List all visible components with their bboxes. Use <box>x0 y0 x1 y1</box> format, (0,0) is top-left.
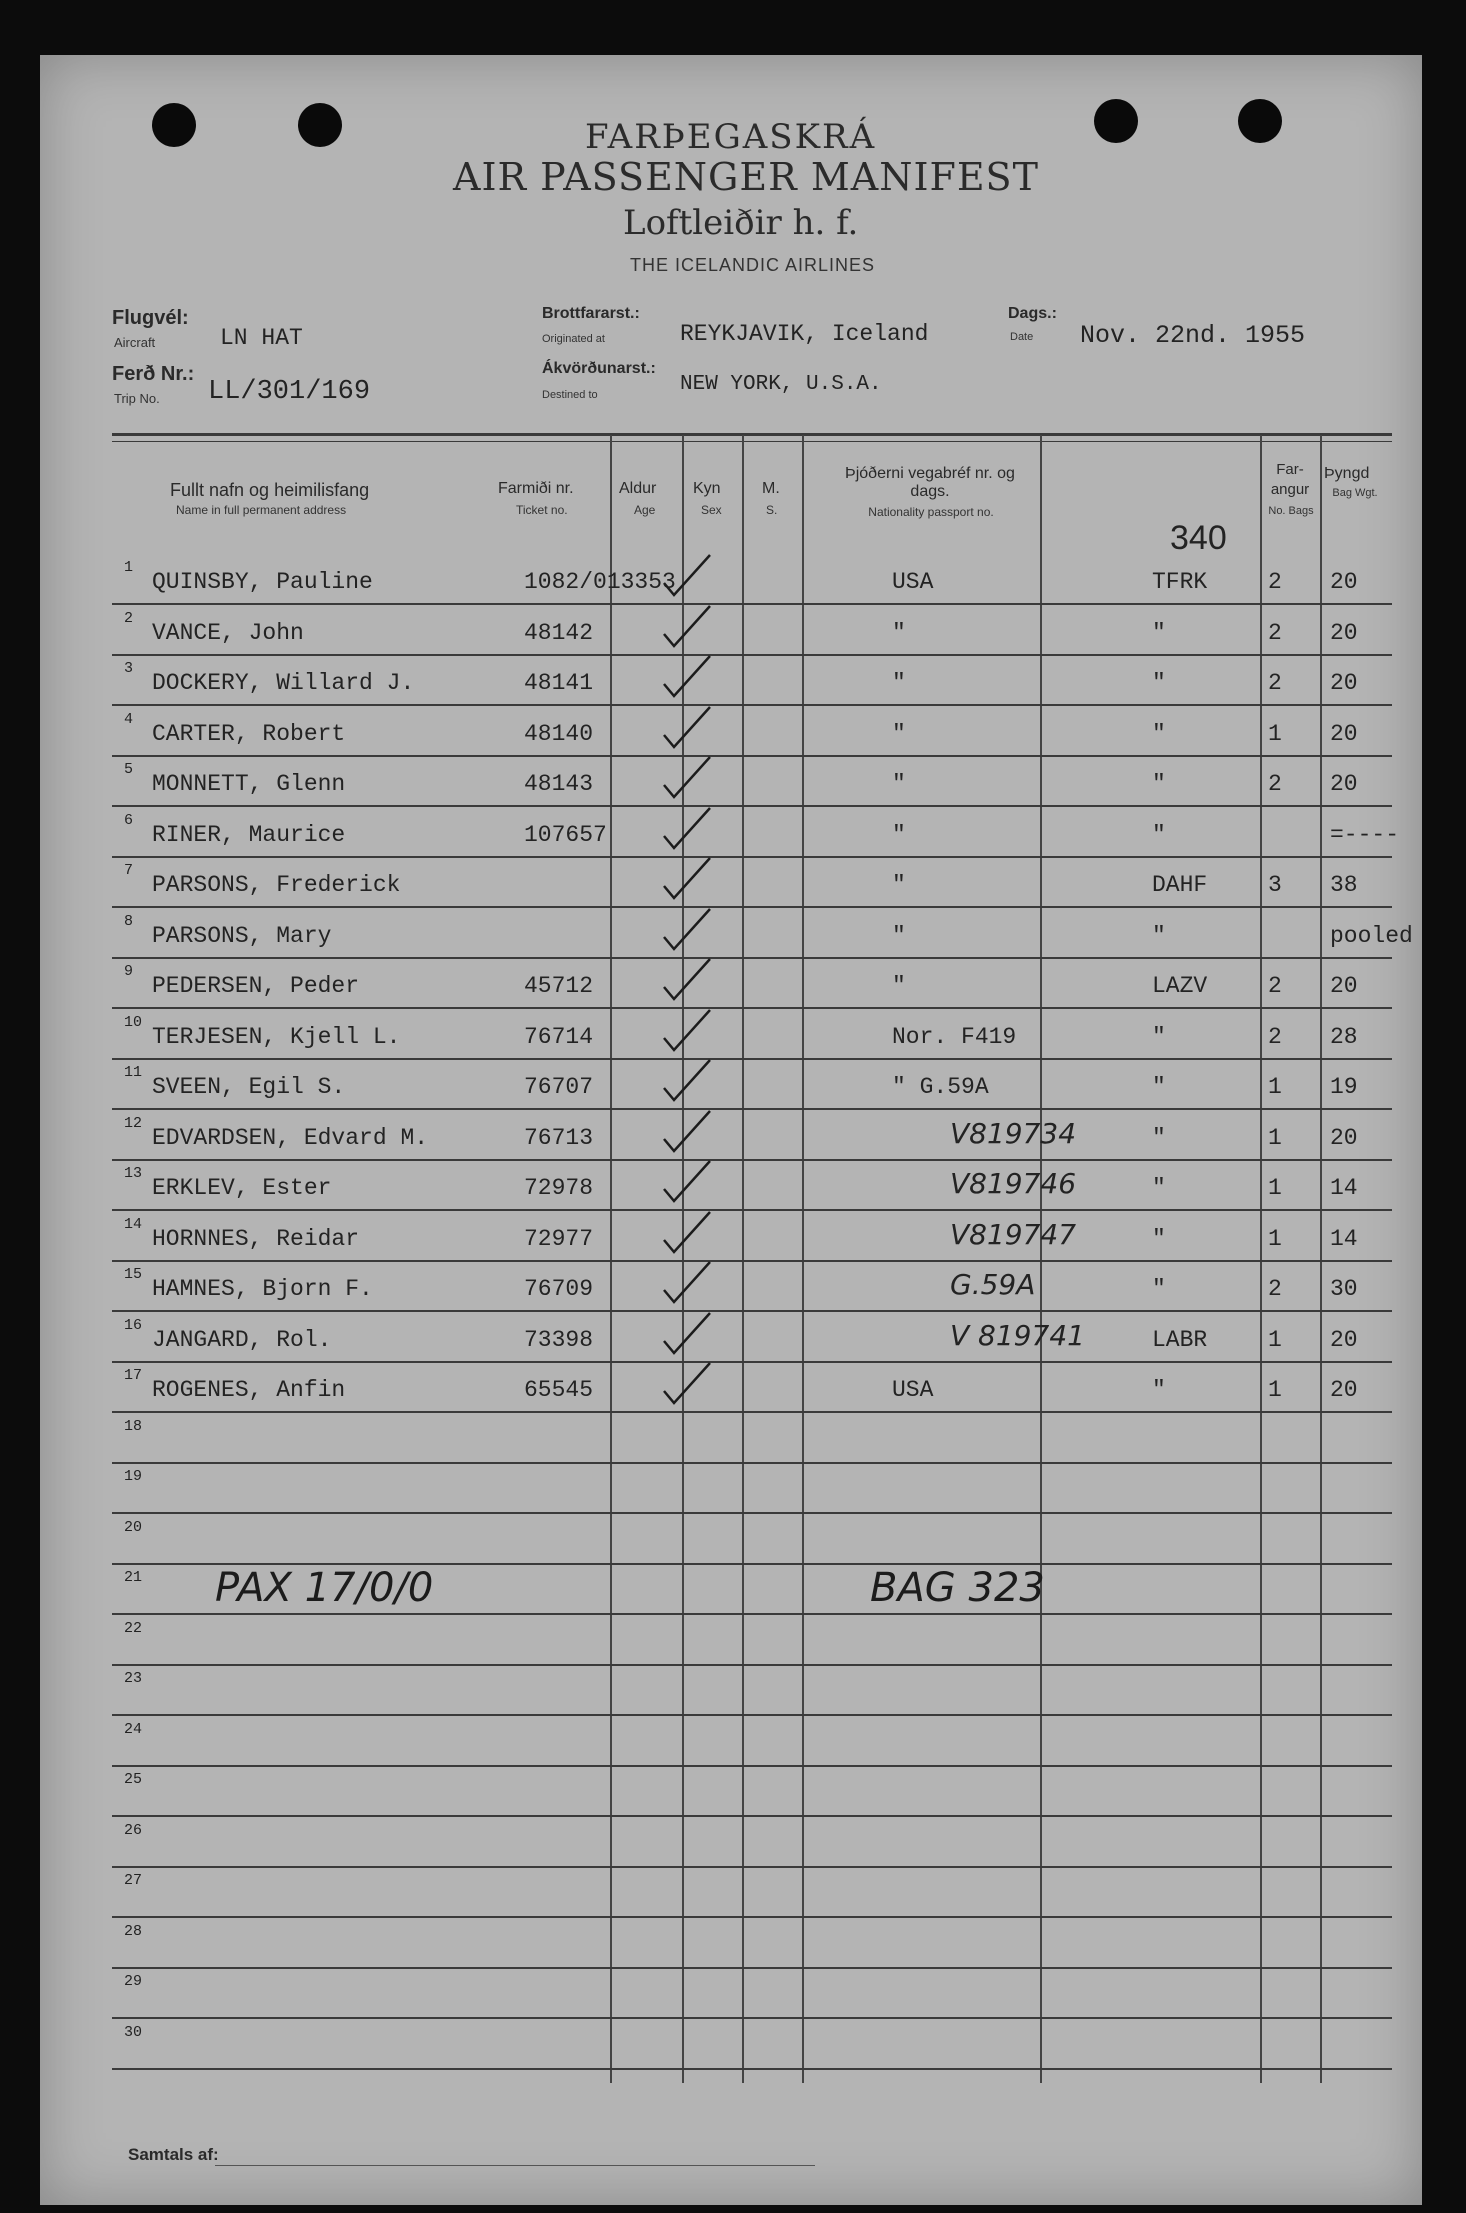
col-header-nationality-en: Nationality passport no. <box>868 505 994 519</box>
bag-weight: 20 <box>1330 1377 1358 1403</box>
bag-weight: 20 <box>1330 973 1358 999</box>
checkmark-icon <box>658 856 718 902</box>
ticket-number: 76709 <box>524 1276 594 1302</box>
bag-weight: 20 <box>1330 771 1358 797</box>
col-header-sex-en: Sex <box>701 503 722 517</box>
nationality-passport: " <box>892 872 906 898</box>
aircraft-label-en: Aircraft <box>114 335 156 350</box>
passenger-name: PARSONS, Mary <box>152 922 332 949</box>
row-number: 30 <box>124 2023 143 2041</box>
row-number: 29 <box>124 1973 143 1990</box>
col-header-weight-en: Bag Wgt. <box>1332 487 1378 499</box>
destination-code: " <box>1152 771 1166 797</box>
origin-label-en: Originated at <box>542 333 605 345</box>
bag-count: 2 <box>1268 619 1282 646</box>
checkmark-icon <box>658 654 718 700</box>
bag-count: 2 <box>1268 771 1282 797</box>
col-header-age: Aldur <box>619 480 657 497</box>
destination-code: " <box>1152 1124 1166 1151</box>
destination-code: " <box>1152 1175 1166 1201</box>
table-row <box>112 1923 1392 1967</box>
bag-weight: 14 <box>1330 1225 1358 1252</box>
table-row <box>112 1468 1392 1512</box>
destination-code: " <box>1152 1225 1166 1252</box>
passenger-name: QUINSBY, Pauline <box>152 569 373 595</box>
passenger-name: SVEEN, Egil S. <box>152 1074 346 1100</box>
bag-weight: 20 <box>1330 569 1358 595</box>
table-row <box>112 711 1392 755</box>
checkmark-icon <box>658 806 718 852</box>
row-number: 21 <box>124 1569 143 1586</box>
row-number: 13 <box>124 1165 143 1182</box>
nationality-passport: " <box>892 922 906 949</box>
row-rule <box>112 1815 1392 1817</box>
row-rule <box>112 1664 1392 1666</box>
row-rule <box>112 1260 1392 1262</box>
checkmark-icon <box>658 1210 718 1256</box>
handwritten-pax-total: PAX 17/0/0 <box>215 1565 434 1611</box>
row-number: 10 <box>124 1013 143 1031</box>
table-row <box>112 1266 1392 1310</box>
row-rule <box>112 1209 1392 1211</box>
punch-hole <box>152 103 196 147</box>
row-rule <box>112 1967 1392 1969</box>
nationality-passport: " <box>892 821 906 848</box>
bag-count: 2 <box>1268 670 1282 696</box>
header-rule <box>112 441 1392 442</box>
bag-weight: 20 <box>1330 1326 1358 1353</box>
bag-weight: 20 <box>1330 670 1358 696</box>
nationality-passport: V819746 <box>950 1167 1077 1200</box>
bag-weight: =---- <box>1330 821 1400 848</box>
table-row <box>112 1014 1392 1058</box>
bag-count: 1 <box>1268 1326 1282 1353</box>
ticket-number: 65545 <box>524 1377 594 1403</box>
destination-label-en: Destined to <box>542 389 598 401</box>
row-number: 6 <box>124 811 134 829</box>
passenger-name: HORNNES, Reidar <box>152 1225 360 1252</box>
passenger-name: DOCKERY, Willard J. <box>152 670 415 696</box>
passenger-name: ERKLEV, Ester <box>152 1175 332 1201</box>
destination-code: DAHF <box>1152 872 1208 898</box>
col-header-weight: Þyngd <box>1324 465 1370 482</box>
ticket-number: 72978 <box>524 1175 594 1201</box>
col-header-age-en: Age <box>634 503 656 517</box>
nationality-passport: G.59A <box>950 1268 1036 1301</box>
row-rule <box>112 1866 1392 1868</box>
ticket-number: 76707 <box>524 1074 594 1100</box>
row-number: 5 <box>124 761 134 778</box>
checkmark-icon <box>658 1109 718 1155</box>
destination-code: " <box>1152 1377 1166 1403</box>
table-row <box>112 559 1392 603</box>
checkmark-icon <box>658 604 718 650</box>
row-rule <box>112 1007 1392 1009</box>
table-row <box>112 1064 1392 1108</box>
aircraft-label: Flugvél: <box>112 307 189 329</box>
ticket-number: 48140 <box>524 720 594 747</box>
trip-label: Ferð Nr.: <box>112 363 195 385</box>
trip-label-en: Trip No. <box>114 391 160 406</box>
row-rule <box>112 856 1392 858</box>
nationality-passport: " <box>892 619 906 646</box>
table-row <box>112 610 1392 654</box>
destination-code: " <box>1152 1276 1166 1302</box>
bag-count: 1 <box>1268 1175 1282 1201</box>
punch-hole <box>298 103 342 147</box>
bag-count: 3 <box>1268 872 1282 898</box>
passenger-name: JANGARD, Rol. <box>152 1326 332 1353</box>
row-rule <box>112 1765 1392 1767</box>
table-row <box>112 963 1392 1007</box>
table-row <box>112 1670 1392 1714</box>
header-rule <box>112 433 1392 436</box>
ticket-number: 48141 <box>524 670 594 696</box>
row-number: 19 <box>124 1468 143 1485</box>
table-row <box>112 1418 1392 1462</box>
col-header-bags: Far-angur <box>1270 461 1310 498</box>
row-rule <box>112 906 1392 908</box>
table-row <box>112 1367 1392 1411</box>
checkmark-icon <box>658 1361 718 1407</box>
date-label-en: Date <box>1010 331 1034 343</box>
title-icelandic: FARÞEGASKRÁ <box>585 117 877 157</box>
destination-code: " <box>1152 821 1166 848</box>
nationality-passport: " <box>892 973 906 999</box>
checkmark-icon <box>658 553 718 599</box>
checkmark-icon <box>658 957 718 1003</box>
row-number: 9 <box>124 963 134 980</box>
checkmark-icon <box>658 1311 718 1357</box>
row-number: 27 <box>124 1872 143 1889</box>
title-english: AIR PASSENGER MANIFEST <box>453 155 1039 199</box>
checkmark-icon <box>658 705 718 751</box>
table-row <box>112 811 1400 856</box>
col-header-bags-en: No. Bags <box>1268 505 1314 517</box>
bag-weight: 20 <box>1330 619 1358 646</box>
checkmark-icon <box>658 1008 718 1054</box>
col-header-ms-en: S. <box>766 503 778 517</box>
nationality-passport: " G.59A <box>892 1074 989 1100</box>
row-rule <box>112 1411 1392 1413</box>
row-rule <box>112 704 1392 706</box>
table-row <box>112 1165 1392 1209</box>
col-header-nationality: Þjóðerni vegabréf nr. og dags. <box>845 465 1015 500</box>
nationality-passport: USA <box>892 1377 934 1403</box>
row-rule <box>112 1159 1392 1161</box>
destination-value: NEW YORK, U.S.A. <box>680 373 882 396</box>
row-number: 11 <box>124 1064 143 1081</box>
row-number: 1 <box>124 559 134 576</box>
bag-weight: 28 <box>1330 1023 1358 1050</box>
nationality-passport: V819734 <box>950 1116 1077 1150</box>
row-rule <box>112 755 1392 757</box>
handwritten-bag-total: BAG 323 <box>870 1565 1045 1611</box>
row-number: 23 <box>124 1670 143 1687</box>
checkmark-icon <box>658 1058 718 1104</box>
nationality-passport: USA <box>892 569 934 595</box>
origin-value: REYKJAVIK, Iceland <box>680 321 929 347</box>
row-number: 17 <box>124 1367 143 1384</box>
row-number: 20 <box>124 1518 143 1536</box>
passenger-name: HAMNES, Bjorn F. <box>152 1276 373 1302</box>
punch-hole <box>1238 99 1282 143</box>
ticket-number: 48143 <box>524 771 594 797</box>
destination-code: LABR <box>1152 1326 1208 1353</box>
row-number: 4 <box>124 710 134 728</box>
manifest-sheet <box>40 55 1422 2205</box>
col-header-ms: M. <box>762 480 780 497</box>
row-rule <box>112 2017 1392 2019</box>
table-row <box>112 912 1413 957</box>
table-row <box>112 1973 1392 2017</box>
ticket-number: 107657 <box>524 821 607 848</box>
destination-code: " <box>1152 670 1166 696</box>
bag-count: 1 <box>1268 1225 1282 1252</box>
ticket-number: 72977 <box>524 1225 594 1252</box>
nationality-passport: V819747 <box>950 1217 1077 1251</box>
bag-count: 2 <box>1268 973 1282 999</box>
row-rule <box>112 957 1392 959</box>
destination-code: " <box>1152 1023 1166 1050</box>
checkmark-icon <box>658 755 718 801</box>
destination-code: " <box>1152 922 1166 949</box>
nationality-passport: " <box>892 670 906 696</box>
bag-count: 2 <box>1268 1023 1282 1050</box>
row-number: 16 <box>124 1316 143 1334</box>
row-rule <box>112 1361 1392 1363</box>
destination-code: LAZV <box>1152 973 1208 999</box>
row-number: 22 <box>124 1619 143 1637</box>
passenger-name: ROGENES, Anfin <box>152 1377 346 1403</box>
row-rule <box>112 1108 1392 1110</box>
stamp-number: 340 <box>1170 519 1227 557</box>
bag-weight: 38 <box>1330 872 1358 898</box>
row-number: 28 <box>124 1922 143 1940</box>
row-rule <box>112 603 1392 605</box>
bag-weight: 20 <box>1330 1124 1358 1151</box>
ticket-number: 48142 <box>524 619 594 646</box>
bag-count: 2 <box>1268 1276 1282 1302</box>
nationality-passport: " <box>892 771 906 797</box>
table-row <box>112 1115 1392 1159</box>
col-header-ticket: Farmiði nr. <box>498 480 574 497</box>
passenger-name: EDVARDSEN, Edvard M. <box>152 1124 429 1151</box>
destination-code: " <box>1152 619 1166 646</box>
passenger-name: TERJESEN, Kjell L. <box>152 1023 401 1050</box>
trip-value: LL/301/169 <box>208 377 371 407</box>
bag-count: 1 <box>1268 720 1282 747</box>
bag-count: 1 <box>1268 1377 1282 1403</box>
col-header-sex: Kyn <box>693 480 721 497</box>
table-row <box>112 1317 1392 1361</box>
nationality-passport: V 819741 <box>950 1318 1085 1352</box>
ticket-number: 73398 <box>524 1326 594 1353</box>
checkmark-icon <box>658 907 718 953</box>
row-number: 14 <box>124 1215 143 1233</box>
row-number: 15 <box>124 1266 143 1283</box>
row-number: 8 <box>124 912 134 930</box>
total-label: Samtals af: <box>128 2145 219 2164</box>
nationality-passport: Nor. F419 <box>892 1023 1017 1050</box>
destination-code: " <box>1152 1074 1166 1100</box>
checkmark-icon <box>658 1159 718 1205</box>
checkmark-icon <box>658 1260 718 1306</box>
row-rule <box>112 1714 1392 1716</box>
passenger-name: RINER, Maurice <box>152 821 346 848</box>
nationality-passport: " <box>892 720 906 747</box>
passenger-name: PEDERSEN, Peder <box>152 973 360 999</box>
table-row <box>112 2024 1392 2068</box>
date-value: Nov. 22nd. 1955 <box>1080 321 1306 350</box>
bag-count: 2 <box>1268 569 1282 595</box>
ticket-number: 1082/013353 <box>524 569 676 595</box>
bag-weight: 30 <box>1330 1276 1358 1302</box>
table-row <box>112 1872 1392 1916</box>
ticket-number: 76714 <box>524 1023 594 1050</box>
bag-weight: 14 <box>1330 1175 1358 1201</box>
table-row <box>112 1822 1392 1866</box>
col-header-name-en: Name in full permanent address <box>176 503 347 517</box>
passenger-name: PARSONS, Frederick <box>152 872 401 898</box>
row-number: 7 <box>124 862 134 879</box>
punch-hole <box>1094 99 1138 143</box>
company-name: Loftleiðir h. f. <box>623 203 859 243</box>
origin-label: Brottfararst.: <box>542 305 640 322</box>
aircraft-value: LN HAT <box>220 325 303 351</box>
passenger-name: VANCE, John <box>152 619 304 646</box>
row-rule <box>112 1058 1392 1060</box>
table-row <box>112 1620 1392 1664</box>
row-rule <box>112 1462 1392 1464</box>
row-number: 25 <box>124 1771 143 1788</box>
row-number: 18 <box>124 1417 143 1435</box>
destination-label: Ákvörðunarst.: <box>542 360 656 377</box>
row-rule <box>112 654 1392 656</box>
col-header-name: Fullt nafn og heimilisfang <box>170 480 370 500</box>
row-number: 12 <box>124 1114 143 1132</box>
bag-weight: pooled <box>1330 922 1413 949</box>
row-rule <box>112 1310 1392 1312</box>
ticket-number: 45712 <box>524 973 594 999</box>
row-rule <box>112 2068 1392 2070</box>
destination-code: TFRK <box>1152 569 1208 595</box>
row-rule <box>112 1916 1392 1918</box>
company-subtitle: THE ICELANDIC AIRLINES <box>630 255 876 275</box>
row-number: 3 <box>124 660 134 677</box>
row-rule <box>112 1613 1392 1615</box>
row-rule <box>112 1512 1392 1514</box>
table-row <box>112 862 1392 906</box>
bag-count: 1 <box>1268 1074 1282 1100</box>
row-number: 26 <box>124 1821 143 1839</box>
passenger-name: CARTER, Robert <box>152 720 346 747</box>
table-row <box>112 1721 1392 1765</box>
passenger-name: MONNETT, Glenn <box>152 771 346 797</box>
row-number: 24 <box>124 1720 143 1738</box>
col-header-ticket-en: Ticket no. <box>516 503 568 517</box>
date-label: Dags.: <box>1008 305 1057 322</box>
table-row <box>112 761 1392 805</box>
destination-code: " <box>1152 720 1166 747</box>
bag-count: 1 <box>1268 1124 1282 1151</box>
table-row <box>112 1216 1392 1260</box>
bag-weight: 19 <box>1330 1074 1358 1100</box>
bag-weight: 20 <box>1330 720 1358 747</box>
ticket-number: 76713 <box>524 1124 594 1151</box>
row-number: 2 <box>124 609 134 627</box>
table-row <box>112 660 1392 704</box>
table-row <box>112 1519 1392 1563</box>
table-row <box>112 1771 1392 1815</box>
row-rule <box>112 805 1392 807</box>
total-underline <box>215 2165 815 2166</box>
